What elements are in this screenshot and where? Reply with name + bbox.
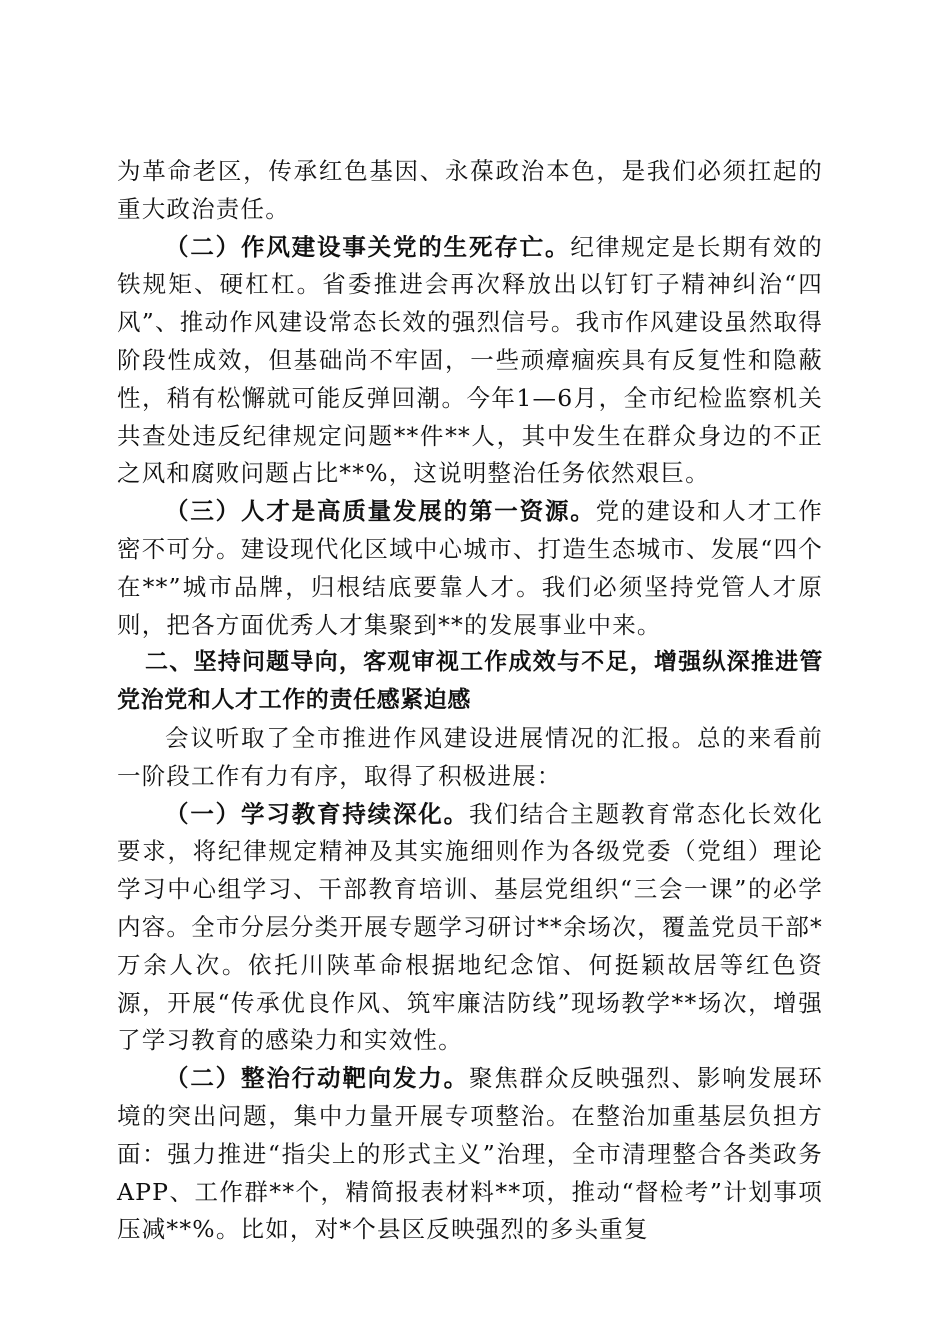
paragraph-body: 我们结合主题教育常态化长效化要求，将纪律规定精神及其实施细则作为各级党委（党组）理论学习中心组学习、干部教育培训、基层党组织“三会一课”的必学内容。全市分层分类开展专题学习研讨**余场次，覆盖党员干部*万余人次。依托川陕革命根据地纪念馆、何挺颖故居等红色资源，开展“传承优良作风、筑牢廉洁防线”现场教学**场次，增强了学习教育的感染力和实效性。 — [117, 799, 823, 1055]
paragraph-lead: （二）作风建设事关党的生死存亡。 — [165, 232, 571, 261]
paragraph-lead: （二）整治行动靶向发力。 — [165, 1064, 469, 1093]
section-heading: 二、坚持问题导向，客观审视工作成效与不足，增强纵深推进管党治党和人才工作的责任感紧迫感 — [117, 649, 823, 714]
paragraph-talent — [117, 493, 823, 644]
paragraph-study-education — [117, 796, 823, 1061]
paragraph-lead: （三）人才是高质量发展的第一资源。 — [165, 497, 596, 526]
paragraph-rectification — [117, 1060, 823, 1249]
document-page — [117, 153, 823, 1249]
paragraph-style-building — [117, 229, 823, 494]
paragraph-lead: （一）学习教育持续深化。 — [165, 799, 469, 828]
paragraph-body: 聚焦群众反映强烈、影响发展环境的突出问题，集中力量开展专项整治。在整治加重基层负担方面：强力推进“指尖上的形式主义”治理，全市清理整合各类政务APP、工作群**个，精简报表材料**项，推动“督检考”计划事项压减**%。比如，对*个县区反映强烈的多头重复 — [117, 1064, 823, 1244]
paragraph-meeting-report: 会议听取了全市推进作风建设进展情况的汇报。总的来看前一阶段工作有力有序，取得了积极进展： — [117, 723, 823, 790]
paragraph-continuation: 为革命老区，传承红色基因、永葆政治本色，是我们必须扛起的重大政治责任。 — [117, 157, 823, 223]
paragraph-body: 党的建设和人才工作密不可分。建设现代化区域中心城市、打造生态城市、发展“四个在**”城市品牌，归根结底要靠人才。我们必须坚持党管人才原则，把各方面优秀人才集聚到**的发展事业中来。 — [117, 497, 823, 639]
paragraph-body: 纪律规定是长期有效的铁规矩、硬杠杠。省委推进会再次释放出以钉钉子精神纠治“四风”、推动作风建设常态长效的强烈信号。我市作风建设虽然取得阶段性成效，但基础尚不牢固，一些顽瘴痼疾具有反复性和隐蔽性，稍有松懈就可能反弹回潮。今年1—6月，全市纪检监察机关共查处违反纪律规定问题**件**人，其中发生在群众身边的不正之风和腐败问题占比**%，这说明整治任务依然艰巨。 — [117, 232, 823, 488]
